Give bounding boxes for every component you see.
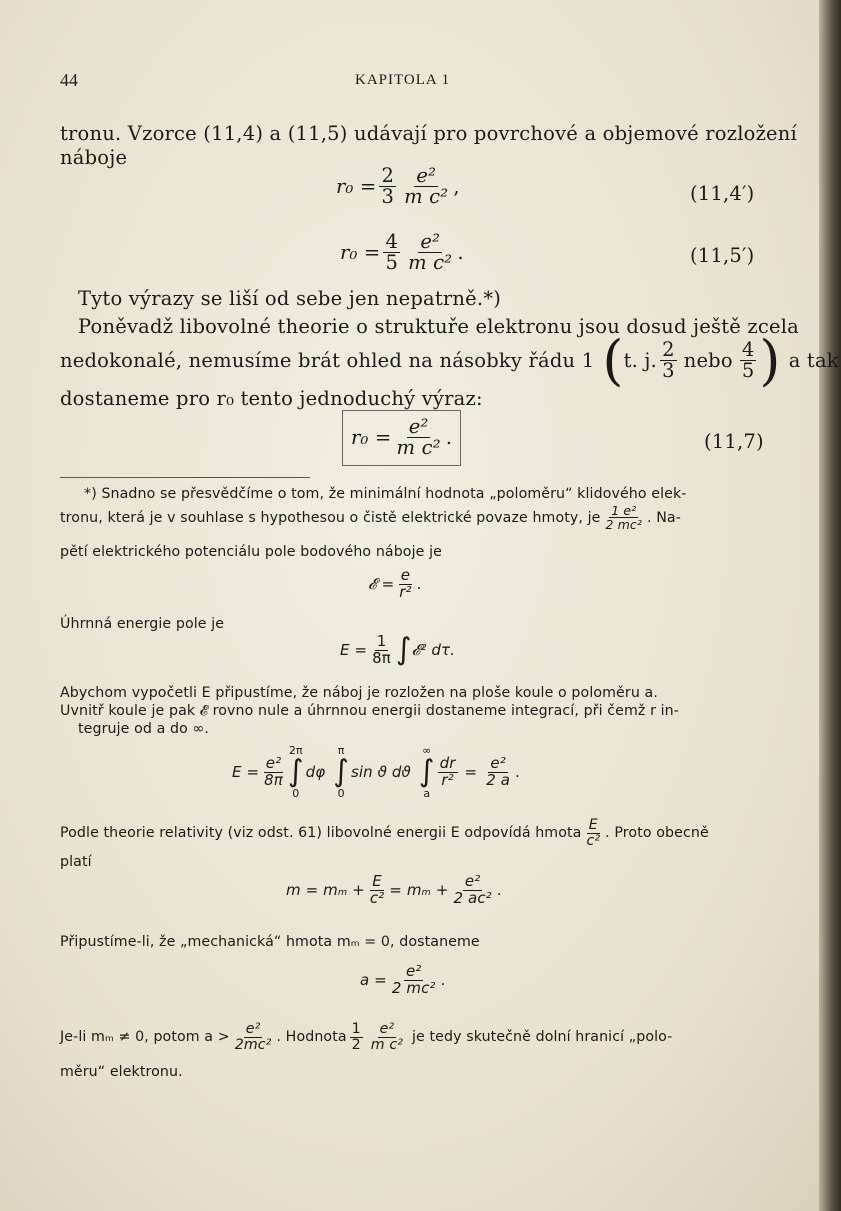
equation-label: (11,4′) [690,182,755,205]
footnote-line: tronu, která je v souhlase s hypothesou o čistě elektrické povaze hmoty, je $\frac{\text{1 e²}}{\text{2 mc²}}$ . Na- [60,503,681,533]
footnote-line: pětí elektrického potenciálu pole bodového náboje je [60,544,442,560]
equation-11-4: r₀ = $\frac{2}{3}$ $\frac{\text{e²}}{\text{m c²}}$ , [336,164,460,209]
paragraph-line: Poněvadž libovolné theorie o struktuře elektronu jsou dosud ještě zcela [78,315,799,338]
fraction: $\frac{\text{e²}}{\text{2 ac²}}$ [453,872,492,907]
footnote-rule [60,477,310,478]
fraction: $\frac{\text{e²}}{\text{2mc²}}$ [234,1021,272,1053]
footnote-line: tegruje od a do ∞. [78,721,210,737]
equation-radius: a = $\frac{\text{e²}}{\text{2 mc²}}$ . [360,962,446,997]
fraction: $\frac{4}{5}$ [741,338,755,383]
footnote-line: platí [60,854,92,870]
fraction: $\frac{E}{\text{c²}}$ [369,872,385,907]
footnote-line: Podle theorie relativity (viz odst. 61) libovolné energii E odpovídá hmota $\frac{E}{\text{c²}}$ . Proto obecně [60,817,709,849]
paragraph-line: dostaneme pro r₀ tento jednoduchý výraz: [60,387,483,410]
paragraph-line: Tyto výrazy se liší od sebe jen nepatrně.*) [78,287,502,310]
fraction: $\frac{2}{3}$ [381,164,395,209]
equation-11-7: r₀ = $\frac{\text{e²}}{\text{m c²}}$ . [342,410,461,466]
fraction: $\frac{\text{1 e²}}{\text{2 mc²}}$ [605,503,642,533]
integral-limits: 2π ∫ 0 [287,744,304,801]
footnote-line: Připustíme-li, že „mechanická“ hmota mₘ = 0, dostaneme [60,934,480,950]
eq-lhs: r₀ = [340,241,381,265]
book-spine-edge [819,0,841,1211]
page-number: 44 [60,70,78,90]
footnote-line: Úhrnná energie pole je [60,616,225,632]
equation-label: (11,7) [704,430,764,453]
fraction: $\frac{\text{e²}}{\text{2 mc²}}$ [391,962,436,997]
equation-label: (11,5′) [690,244,755,267]
fraction: $\frac{\text{e²}}{\text{m c²}}$ [370,1021,404,1053]
fraction: $\frac{4}{5}$ [385,230,399,275]
eq-lhs: r₀ = [351,426,392,450]
fraction: $\frac{dr}{\text{r²}}$ [439,753,456,789]
paragraph-line: nedokonalé, nemusíme brát ohled na násobky řádu 1 ( t. j. $\frac{2}{3}$ nebo $\frac{4}{5}$ ) a tak [60,328,839,392]
running-title: KAPITOLA 1 [355,72,451,88]
fraction: $\frac{E}{\text{c²}}$ [586,817,601,849]
equation-integral: E = $\frac{\text{e²}}{8\pi}$ 2π ∫ 0 dφ π ∫ 0 sin ϑ dϑ ∞ ∫ a $\frac{dr}{\text{r²}}$ = $\frac{\text{e²}}{2 a}$ . [232,744,520,801]
eq-lhs: r₀ = [336,175,377,199]
paragraph-line: tronu. Vzorce (11,4) a (11,5) udávají pro povrchové a objemové rozložení [60,122,797,145]
equation-energy: E = $\frac{1}{8\pi}$ ∫ 𝓔² dτ. [340,632,455,668]
equation-11-5: r₀ = $\frac{4}{5}$ $\frac{\text{e²}}{\text{m c²}}$ . [340,230,464,275]
equation-potential: 𝓔 = $\frac{e}{\text{r²}}$ . [368,566,422,601]
fraction: $\frac{\text{e²}}{\text{m c²}}$ [408,230,453,275]
integral-sign: ∫ [395,632,412,668]
fraction: $\frac{\text{e²}}{\text{m c²}}$ [404,164,449,209]
footnote-line: *) Snadno se přesvědčíme o tom, že minimální hodnota „poloměru“ klidového elek- [84,486,687,502]
fraction: $\frac{1}{2}$ [351,1021,361,1053]
fraction: $\frac{\text{e²}}{8\pi}$ [264,753,283,789]
integral-limits: π ∫ 0 [333,744,349,801]
paragraph-line: náboje [60,146,128,169]
footnote-line: Abychom vypočetli E připustíme, že náboj je rozložen na ploše koule o poloměru a. [60,685,658,701]
integral-limits: ∞ ∫ a [418,744,435,801]
fraction: $\frac{\text{e²}}{\text{m c²}}$ [396,415,441,460]
footnote-line: měru“ elektronu. [60,1064,183,1080]
fraction: $\frac{2}{3}$ [662,338,675,383]
equation-mass: m = mₘ + $\frac{E}{\text{c²}}$ = mₘ + $\frac{\text{e²}}{\text{2 ac²}}$ . [286,872,502,907]
fraction: $\frac{1}{8\pi}$ [372,632,391,667]
fraction: $\frac{e}{\text{r²}}$ [399,566,412,601]
fraction: $\frac{\text{e²}}{2 a}$ [486,753,511,789]
footnote-line: Je-li mₘ ≠ 0, potom a > $\frac{\text{e²}}{\text{2mc²}}$ . Hodnota $\frac{1}{2}$ $\frac{\text{e²}}{\text{m c²}}$ je tedy skutečně dolní hranicí „polo- [60,1021,673,1053]
footnote-line: Uvnitř koule je pak 𝓔 rovno nule a úhrnnou energii dostaneme integrací, při čemž r in- [60,703,679,719]
